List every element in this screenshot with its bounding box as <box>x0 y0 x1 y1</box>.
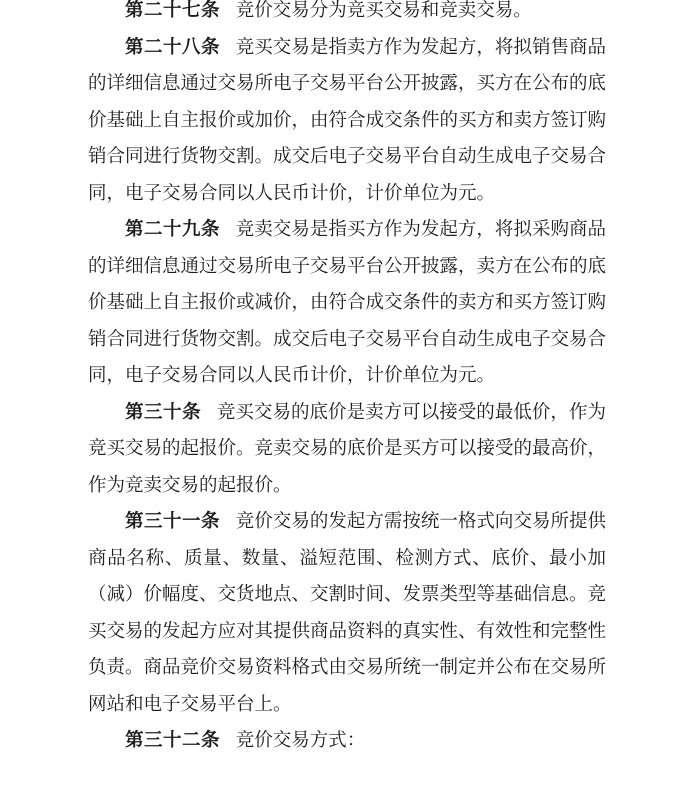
article-text: 竞买交易是指卖方作为发起方，将拟销售商品的详细信息通过交易所电子交易平台公开披露，买方在公布的底价基础上自主报价或加价，由符合成交条件的买方和卖方签订购销合同进行货物交割。成交后电子交易平台自动生成电子交易合同，电子交易合同以人民币计价，计价单位为元。 <box>88 37 607 204</box>
article-number: 第二十七条 <box>125 1 221 21</box>
article-number: 第三十一条 <box>125 512 221 532</box>
article-paragraph-29 <box>88 212 606 395</box>
article-number: 第二十九条 <box>125 220 221 240</box>
article-paragraph-27 <box>88 0 606 30</box>
article-text: 竞卖交易是指买方作为发起方，将拟采购商品的详细信息通过交易所电子交易平台公开披露，卖方在公布的底价基础上自主报价或减价，由符合成交条件的卖方和买方签订购销合同进行货物交割。成交后电子交易平台自动生成电子交易合同，电子交易合同以人民币计价，计价单位为元。 <box>88 220 607 386</box>
article-text: 竞价交易方式： <box>235 731 366 751</box>
article-number: 第三十条 <box>125 402 202 423</box>
article-paragraph-32 <box>88 723 606 760</box>
article-paragraph-31 <box>88 504 606 723</box>
article-text: 竞价交易分为竞买交易和竞卖交易。 <box>235 1 532 21</box>
article-paragraph-30 <box>88 395 606 505</box>
article-number: 第二十八条 <box>125 37 221 58</box>
document-body <box>88 0 606 760</box>
article-number: 第三十二条 <box>125 731 221 751</box>
article-text: 竞价交易的发起方需按统一格式向交易所提供商品名称、质量、数量、溢短范围、检测方式、底价、最小加（减）价幅度、交货地点、交割时间、发票类型等基础信息。竞买交易的发起方应对其提供商品资料的真实性、有效性和完整性负责。商品竞价交易资料格式由交易所统一制定并公布在交易所网站和电子交易平台上。 <box>88 512 607 715</box>
article-text: 竞买交易的底价是卖方可以接受的最低价，作为竞买交易的起报价。竞卖交易的底价是买方可以接受的最高价，作为竞卖交易的起报价。 <box>88 402 607 496</box>
article-paragraph-28 <box>88 30 606 213</box>
